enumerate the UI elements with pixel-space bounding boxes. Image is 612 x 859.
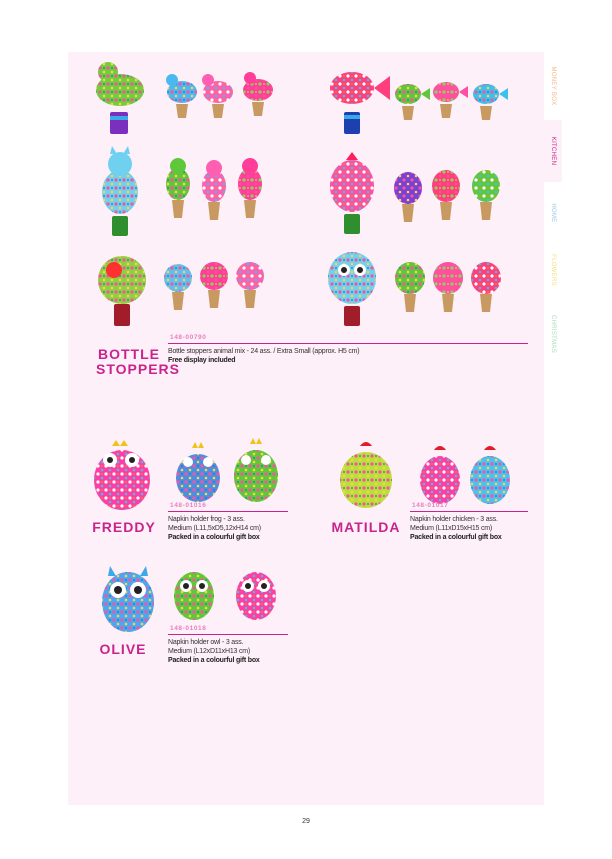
tab-label: FLOWERS — [550, 254, 556, 286]
owl-stopper-small-2 — [433, 262, 463, 312]
tab-label: KITCHEN — [550, 136, 556, 166]
cat-stopper-large — [102, 146, 138, 236]
frog-stopper-small-3 — [236, 262, 264, 308]
tab-home[interactable] — [544, 182, 562, 244]
bottle-stoppers-code: 148-00790 — [170, 334, 207, 341]
fish-stopper-small-2 — [433, 82, 468, 118]
tab-label: CHRISTMAS — [550, 314, 556, 354]
description-line — [168, 356, 528, 365]
owl-stopper-small-1 — [395, 262, 425, 312]
olive-title: OLIVE — [99, 641, 147, 657]
packaging-note: Packed in a colourful gift box — [168, 534, 260, 541]
description-line: Medium (L12xD11xH13 cm) — [168, 648, 251, 655]
packaging-note: Packed in a colourful gift box — [168, 657, 260, 664]
chicken-stopper-small-3 — [472, 170, 500, 220]
description-line — [168, 533, 298, 542]
owl-large — [102, 566, 154, 632]
frog-stopper-small-1 — [164, 264, 192, 310]
frog-stopper-small-2 — [200, 262, 228, 308]
free-display-note: Free display included — [168, 357, 236, 364]
fish-stopper-small-1 — [395, 84, 430, 120]
tab-money-box[interactable] — [544, 52, 562, 120]
owl-stopper-large — [328, 252, 376, 326]
tab-label: HOME — [550, 203, 556, 223]
description-line: Medium (L11,5xD5,12xH14 cm) — [168, 525, 261, 532]
description-line: Medium (L11xD15xH15 cm) — [410, 525, 493, 532]
freddy-code: 148-01016 — [170, 502, 207, 509]
divider — [410, 511, 528, 512]
bottle-stoppers-title — [96, 346, 180, 377]
description-line — [410, 533, 540, 542]
tab-flowers[interactable] — [544, 244, 562, 296]
owl-small-1 — [174, 572, 214, 620]
description-line: Napkin holder frog - 3 ass. — [168, 516, 245, 523]
matilda-code: 148-01017 — [412, 502, 449, 509]
chicken-small-1 — [420, 446, 460, 504]
page-number: 29 — [302, 818, 310, 825]
fish-stopper-small-3 — [473, 84, 508, 120]
dog-stopper-small-1 — [166, 74, 197, 118]
matilda-photo — [330, 438, 530, 510]
divider — [168, 343, 528, 344]
description-line: Napkin holder chicken - 3 ass. — [410, 516, 498, 523]
chicken-small-2 — [470, 446, 510, 504]
owl-stopper-small-3 — [471, 262, 501, 312]
dog-stopper-small-2 — [202, 74, 233, 118]
frog-small-1 — [176, 442, 220, 502]
owl-small-2 — [236, 572, 276, 620]
matilda-title: MATILDA — [331, 519, 401, 535]
dog-stopper-small-3 — [243, 72, 273, 116]
olive-code: 148-01018 — [170, 625, 207, 632]
chicken-large — [340, 442, 392, 508]
freddy-description — [168, 515, 298, 542]
frog-stopper-large — [98, 256, 146, 326]
bottle-stoppers-description — [168, 347, 528, 365]
tab-christmas[interactable] — [544, 296, 562, 372]
divider — [168, 511, 288, 512]
cat-stopper-small-2 — [202, 160, 226, 220]
title-line: STOPPERS — [96, 361, 180, 377]
matilda-description — [410, 515, 540, 542]
description-line: Napkin holder owl - 3 ass. — [168, 639, 244, 646]
frog-large — [94, 440, 150, 510]
chicken-stopper-large — [330, 152, 374, 234]
frog-small-2 — [234, 438, 278, 502]
chicken-stopper-small-2 — [432, 170, 460, 220]
chicken-stopper-small-1 — [394, 172, 422, 222]
description-line — [168, 656, 298, 665]
fish-stopper-large — [330, 72, 390, 134]
freddy-title: FREDDY — [92, 519, 156, 535]
packaging-note: Packed in a colourful gift box — [410, 534, 502, 541]
cat-stopper-small-1 — [166, 158, 190, 218]
dog-stopper-large — [96, 62, 144, 134]
divider — [168, 634, 288, 635]
olive-description — [168, 638, 298, 665]
description-line: Bottle stoppers animal mix - 24 ass. / Extra Small (approx. H5 cm) — [168, 348, 360, 355]
tab-kitchen[interactable] — [544, 120, 562, 182]
tab-label: MONEY BOX — [550, 66, 556, 106]
section-tabs — [544, 52, 562, 372]
title-line: BOTTLE — [98, 346, 160, 362]
cat-stopper-small-3 — [238, 158, 262, 218]
bottle-stoppers-photo — [90, 58, 520, 338]
